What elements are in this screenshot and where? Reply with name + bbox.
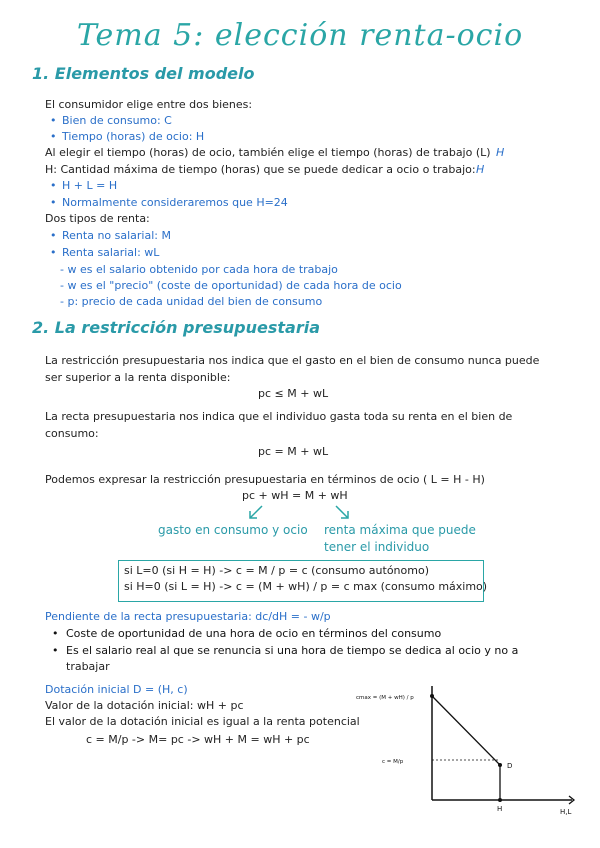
slope-heading: Pendiente de la recta presupuestaria: dc/dH = - w/p <box>45 610 331 623</box>
income-note-wage: - w es el salario obtenido por cada hora de trabajo <box>60 263 338 276</box>
para3: Podemos expresar la restricción presupuestaria en términos de ocio ( L = H - H) <box>45 473 485 486</box>
c-label: c = M/p <box>382 759 404 765</box>
slope-point-2-cont: trabajar <box>66 660 110 673</box>
endowment-point <box>498 763 502 767</box>
arrow-left <box>250 506 262 518</box>
goods-intro: El consumidor elige entre dos bienes: <box>45 98 253 111</box>
para1-line2: ser superior a la renta disponible: <box>45 371 231 384</box>
budget-graph <box>340 680 590 820</box>
time-identity: • H + L = H <box>62 179 117 192</box>
para1-line1: La restricción presupuestaria nos indica que el gasto en el bien de consumo nunca puede <box>45 354 540 367</box>
time-assumption: • Normalmente consideraremos que H=24 <box>62 196 288 209</box>
max-time-var: H <box>476 163 485 176</box>
annotation-spending: gasto en consumo y ocio <box>158 523 308 537</box>
annotation-max-income-1: renta máxima que puede <box>324 523 476 537</box>
case-no-work: si L=0 (si H = H) -> c = M / p = c (consumo autónomo) <box>124 564 429 577</box>
good-consumption: • Bien de consumo: C <box>62 114 172 127</box>
equation-leisure: pc + wH = M + wH <box>242 489 348 502</box>
equation-inequality: pc ≤ M + wL <box>258 387 329 400</box>
endowment-value: Valor de la dotación inicial: wH + pc <box>45 699 244 712</box>
section-2-heading: 2. La restricción presupuestaria <box>32 318 320 337</box>
income-nonwage: • Renta no salarial: M <box>62 229 171 242</box>
h-point <box>498 798 502 802</box>
good-leisure: • Tiempo (horas) de ocio: H <box>62 130 204 143</box>
equation-budget: pc = M + wL <box>258 445 329 458</box>
arrow-right <box>336 506 348 518</box>
income-note-price: - w es el "precio" (coste de oportunidad) de cada hora de ocio <box>60 279 402 292</box>
axis-label: H,L <box>560 808 572 816</box>
d-label: D <box>507 762 513 770</box>
cmax-label: cmax = (M + wH) / p <box>356 695 414 701</box>
page-title: Tema 5: elección renta-ocio <box>76 18 524 53</box>
annotation-max-income-2: tener el individuo <box>324 540 430 554</box>
income-wage: • Renta salarial: wL <box>62 246 159 259</box>
slope-point-2: • Es el salario real al que se renuncia si una hora de tiempo se dedica al ocio y no a <box>52 644 519 657</box>
income-note-p: - p: precio de cada unidad del bien de consumo <box>60 295 323 308</box>
case-no-leisure: si H=0 (si L = H) -> c = (M + wH) / p = c max (consumo máximo) <box>124 580 488 593</box>
para2-line1: La recta presupuestaria nos indica que el individuo gasta toda su renta en el bien de <box>45 410 513 423</box>
para2-line2: consumo: <box>45 427 99 440</box>
section-1-heading: 1. Elementos del modelo <box>32 64 255 83</box>
labor-choice-text: Al elegir el tiempo (horas) de ocio, también elige el tiempo (horas) de trabajo (L) <box>45 146 491 159</box>
labor-choice-var: H <box>496 146 505 159</box>
slope-point-1: • Coste de oportunidad de una hora de ocio en términos del consumo <box>52 627 442 640</box>
endowment-equation: c = M/p -> M= pc -> wH + M = wH + pc <box>86 733 310 746</box>
max-time-text: H: Cantidad máxima de tiempo (horas) que se puede dedicar a ocio o trabajo: <box>45 163 476 176</box>
budget-line <box>432 696 500 765</box>
endowment-heading: Dotación inicial D = (H, c) <box>45 683 188 696</box>
income-intro: Dos tipos de renta: <box>45 212 150 225</box>
endowment-equality: El valor de la dotación inicial es igual a la renta potencial <box>45 715 360 728</box>
h-label: H <box>497 805 503 813</box>
cmax-point <box>430 694 434 698</box>
